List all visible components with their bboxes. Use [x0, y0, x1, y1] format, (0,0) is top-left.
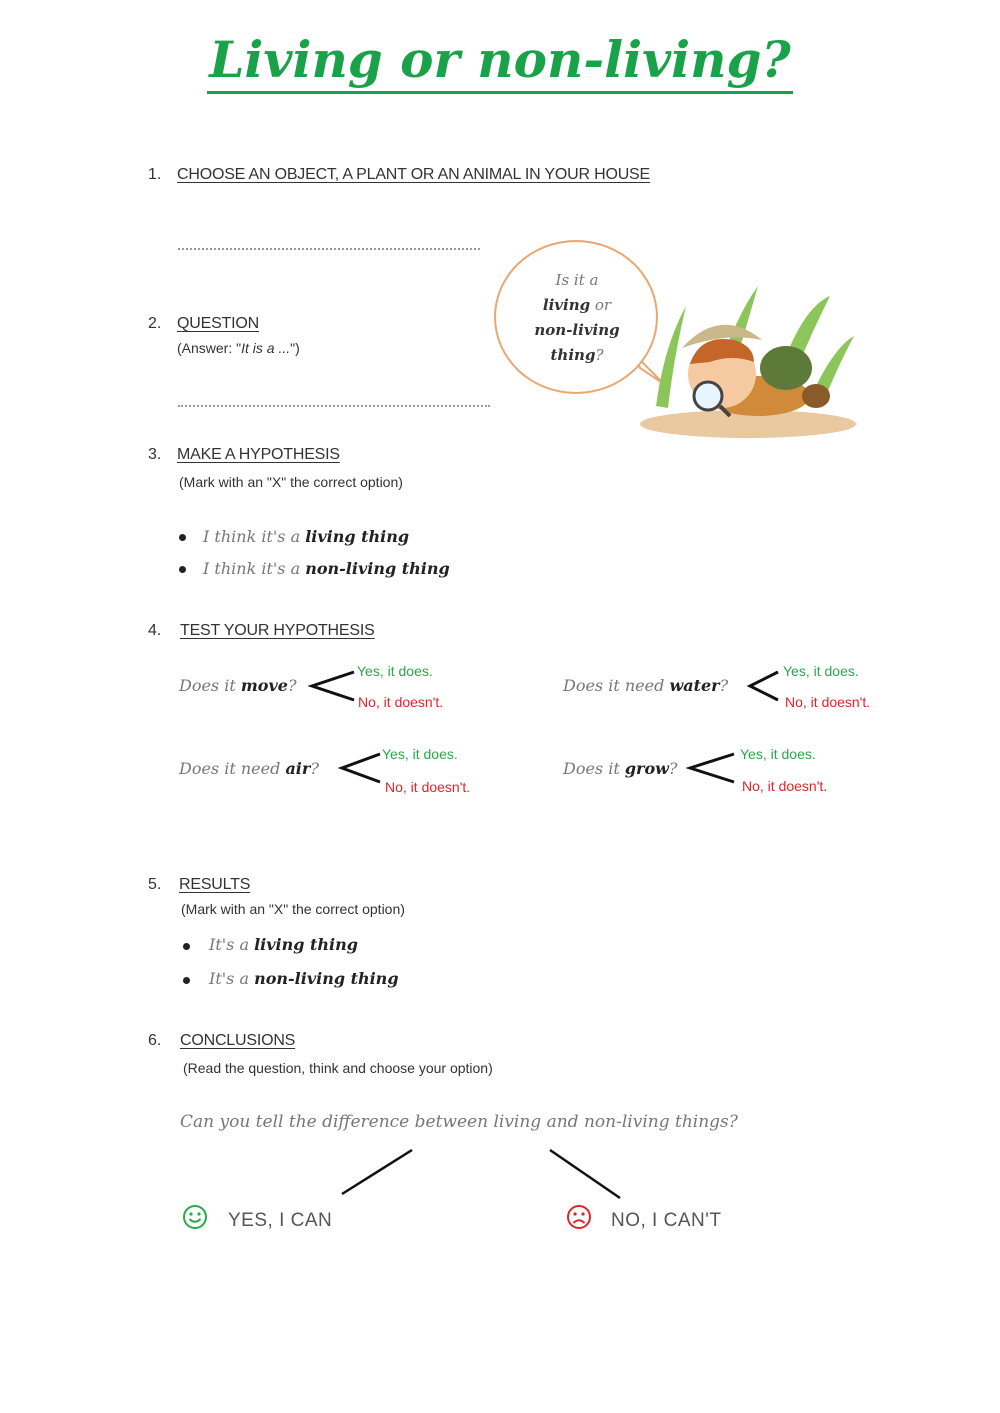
test-bold: grow: [624, 759, 669, 778]
section-1-number: 1.: [148, 166, 162, 183]
bullet-icon: [183, 943, 190, 950]
section-6-note: (Read the question, think and choose your option): [183, 1060, 493, 1076]
section-2-heading: QUESTION: [177, 315, 259, 332]
section-2-note-suffix: "): [290, 340, 300, 356]
bubble-line-2: [514, 293, 640, 318]
result-option-non-living[interactable]: [209, 969, 399, 988]
bullet-icon: [179, 566, 186, 573]
test-question-water: [563, 676, 728, 695]
branch-arrow-icon: [746, 668, 782, 704]
test-answer-no[interactable]: No, it doesn't.: [385, 779, 471, 795]
section-5-heading: RESULTS: [179, 876, 251, 893]
hypothesis-bold: living thing: [305, 527, 410, 546]
backpack-icon: [760, 346, 812, 390]
answer-line-1[interactable]: [178, 248, 480, 250]
conclusion-branch-lines: [330, 1140, 630, 1204]
answer-line-2[interactable]: [178, 405, 490, 407]
bubble-living: living: [542, 296, 591, 314]
result-prefix: It's a: [209, 935, 255, 954]
branch-line-left: [342, 1150, 412, 1194]
branch-line-right: [550, 1150, 620, 1198]
result-bold: non-living thing: [254, 969, 399, 988]
conclusion-question: Can you tell the difference between living and non-living things?: [180, 1112, 738, 1132]
page-title-text: Living or non-living?: [207, 30, 792, 94]
section-2-note-italic: It is a ...: [241, 340, 291, 356]
section-3-note: (Mark with an "X" the correct option): [179, 474, 403, 490]
sad-face-icon: [566, 1204, 592, 1230]
test-suffix: ?: [668, 759, 678, 778]
test-prefix: Does it need: [563, 676, 670, 695]
test-suffix: ?: [310, 759, 319, 778]
boot-icon: [802, 384, 830, 408]
result-option-living[interactable]: [209, 935, 358, 954]
bubble-question-mark: ?: [595, 346, 604, 364]
section-5-number: 5.: [148, 876, 162, 893]
bullet-icon: [183, 977, 190, 984]
section-3-heading: MAKE A HYPOTHESIS: [177, 446, 340, 463]
section-2-note-prefix: (Answer: ": [177, 340, 242, 356]
hypothesis-option-non-living[interactable]: [203, 559, 450, 578]
test-question-grow: [563, 759, 678, 778]
test-prefix: Does it: [179, 676, 241, 695]
magnifying-glass-icon: [694, 382, 722, 410]
section-3-number: 3.: [148, 446, 162, 463]
hypothesis-prefix: I think it's a: [203, 559, 306, 578]
hypothesis-option-living[interactable]: [203, 527, 409, 546]
section-5-note: (Mark with an "X" the correct option): [181, 901, 405, 917]
page-title: [0, 32, 1000, 87]
hypothesis-prefix: I think it's a: [203, 527, 306, 546]
test-question-move: [179, 676, 297, 695]
happy-face-icon: [182, 1204, 208, 1230]
section-1-heading: CHOOSE AN OBJECT, A PLANT OR AN ANIMAL IN YOUR HOUSE: [177, 166, 650, 183]
test-bold: move: [240, 676, 288, 695]
test-answer-no[interactable]: No, it doesn't.: [358, 694, 444, 710]
test-prefix: Does it: [563, 759, 625, 778]
branch-arrow-icon: [308, 668, 358, 704]
bubble-non-living: non-living: [534, 321, 620, 339]
section-6-heading: CONCLUSIONS: [180, 1032, 296, 1049]
bullet-icon: [179, 534, 186, 541]
result-prefix: It's a: [209, 969, 255, 988]
hypothesis-bold: non-living thing: [305, 559, 450, 578]
section-2-note: [177, 340, 300, 356]
section-6-number: 6.: [148, 1032, 162, 1049]
bubble-line-4: [514, 343, 640, 368]
test-bold: water: [669, 676, 720, 695]
bubble-thing: thing: [550, 346, 596, 364]
test-suffix: ?: [287, 676, 297, 695]
test-answer-yes[interactable]: Yes, it does.: [382, 746, 458, 762]
result-bold: living thing: [254, 935, 358, 954]
section-4-number: 4.: [148, 622, 162, 639]
branch-arrow-icon: [338, 750, 384, 786]
bubble-or: or: [590, 296, 612, 314]
section-2-number: 2.: [148, 315, 162, 332]
branch-arrow-icon: [686, 750, 738, 786]
test-answer-yes[interactable]: Yes, it does.: [357, 663, 433, 679]
bubble-line-1: Is it a: [555, 271, 599, 289]
test-bold: air: [285, 759, 311, 778]
section-4-heading: TEST YOUR HYPOTHESIS: [180, 622, 375, 639]
test-answer-no[interactable]: No, it doesn't.: [785, 694, 871, 710]
test-answer-yes[interactable]: Yes, it does.: [783, 663, 859, 679]
option-yes-i-can[interactable]: YES, I CAN: [228, 1210, 333, 1231]
test-suffix: ?: [719, 676, 729, 695]
test-question-air: [179, 759, 319, 778]
bubble-line-3: [514, 318, 640, 343]
test-prefix: Does it need: [179, 759, 286, 778]
speech-bubble-text: [514, 268, 640, 368]
test-answer-no[interactable]: No, it doesn't.: [742, 778, 828, 794]
option-no-i-cant[interactable]: NO, I CAN'T: [611, 1210, 722, 1231]
test-answer-yes[interactable]: Yes, it does.: [740, 746, 816, 762]
